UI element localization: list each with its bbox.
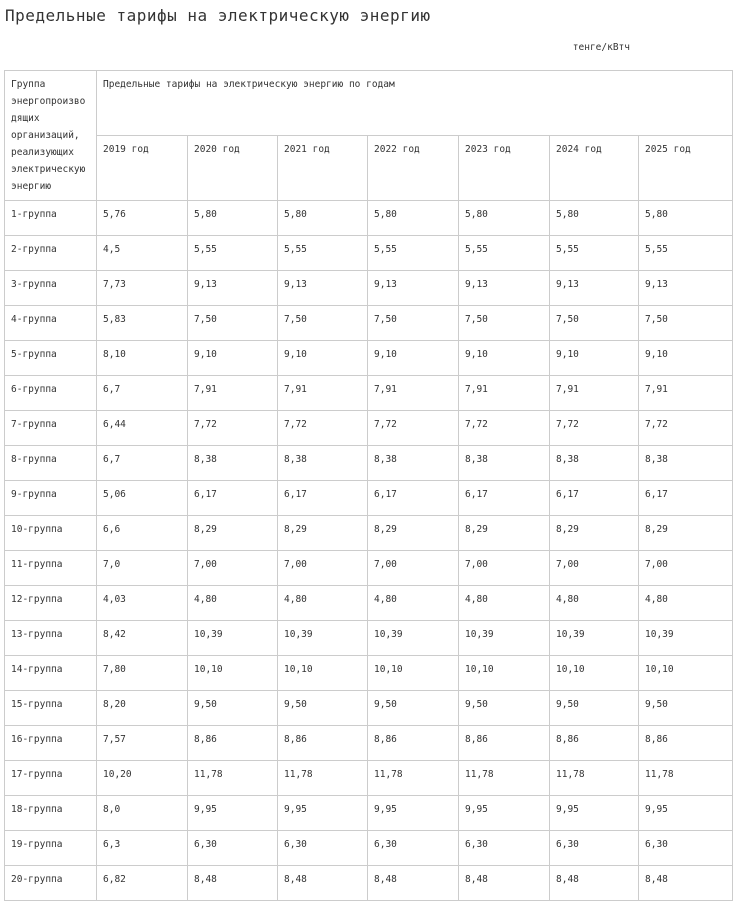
table-row xyxy=(5,236,733,271)
table-row xyxy=(5,831,733,866)
tariff-value-cell: 6,17 xyxy=(188,481,278,516)
tariff-value-cell: 4,5 xyxy=(97,236,188,271)
tariff-value-cell: 10,39 xyxy=(188,621,278,656)
tariff-value-cell: 7,00 xyxy=(639,551,733,586)
tariff-value-cell: 8,48 xyxy=(188,866,278,901)
group-cell: 5-группа xyxy=(5,341,97,376)
table-row xyxy=(5,551,733,586)
tariff-value-cell: 9,50 xyxy=(188,691,278,726)
tariff-value-cell: 10,20 xyxy=(97,761,188,796)
tariff-value-cell: 10,39 xyxy=(550,621,639,656)
tariff-value-cell: 8,38 xyxy=(459,446,550,481)
group-cell: 12-группа xyxy=(5,586,97,621)
tariff-value-cell: 8,86 xyxy=(550,726,639,761)
table-row xyxy=(5,621,733,656)
tariff-value-cell: 8,38 xyxy=(278,446,368,481)
tariff-value-cell: 9,95 xyxy=(639,796,733,831)
tariff-value-cell: 7,72 xyxy=(368,411,459,446)
tariff-value-cell: 8,38 xyxy=(639,446,733,481)
tariff-value-cell: 5,55 xyxy=(188,236,278,271)
tariff-value-cell: 7,91 xyxy=(550,376,639,411)
tariff-value-cell: 7,00 xyxy=(278,551,368,586)
tariff-value-cell: 9,95 xyxy=(459,796,550,831)
table-row xyxy=(5,796,733,831)
tariff-value-cell: 7,72 xyxy=(459,411,550,446)
tariff-value-cell: 5,83 xyxy=(97,306,188,341)
table-row xyxy=(5,656,733,691)
tariff-value-cell: 6,3 xyxy=(97,831,188,866)
tariff-value-cell: 10,39 xyxy=(459,621,550,656)
tariff-value-cell: 8,29 xyxy=(459,516,550,551)
page-title: Предельные тарифы на электрическую энергию xyxy=(5,6,431,25)
table-row xyxy=(5,726,733,761)
tariff-value-cell: 7,50 xyxy=(368,306,459,341)
tariff-value-cell: 7,50 xyxy=(550,306,639,341)
tariff-value-cell: 9,50 xyxy=(639,691,733,726)
table-row xyxy=(5,866,733,901)
year-header-cell: 2019 год xyxy=(97,136,188,201)
tariff-value-cell: 9,50 xyxy=(278,691,368,726)
group-cell: 11-группа xyxy=(5,551,97,586)
tariff-value-cell: 8,48 xyxy=(459,866,550,901)
tariff-value-cell: 6,30 xyxy=(188,831,278,866)
tariff-value-cell: 6,30 xyxy=(459,831,550,866)
tariff-value-cell: 6,17 xyxy=(550,481,639,516)
tariff-value-cell: 8,48 xyxy=(368,866,459,901)
group-cell: 7-группа xyxy=(5,411,97,446)
group-cell: 9-группа xyxy=(5,481,97,516)
tariff-value-cell: 11,78 xyxy=(459,761,550,796)
tariff-value-cell: 8,29 xyxy=(550,516,639,551)
tariff-value-cell: 4,80 xyxy=(639,586,733,621)
tariff-value-cell: 7,72 xyxy=(278,411,368,446)
units-label: тенге/кВтч xyxy=(572,42,630,53)
table-row xyxy=(5,341,733,376)
tariff-value-cell: 8,86 xyxy=(188,726,278,761)
tariff-value-cell: 8,86 xyxy=(639,726,733,761)
table-row xyxy=(5,271,733,306)
tariff-value-cell: 11,78 xyxy=(188,761,278,796)
group-cell: 18-группа xyxy=(5,796,97,831)
tariff-value-cell: 4,80 xyxy=(368,586,459,621)
tariff-value-cell: 9,13 xyxy=(188,271,278,306)
tariff-value-cell: 5,80 xyxy=(188,201,278,236)
tariff-value-cell: 9,95 xyxy=(550,796,639,831)
group-column-header: Группа энергопроизводящих организаций, реализующих электрическую энергию xyxy=(5,71,97,201)
year-header-cell: 2021 год xyxy=(278,136,368,201)
group-cell: 13-группа xyxy=(5,621,97,656)
group-cell: 14-группа xyxy=(5,656,97,691)
year-header-cell: 2024 год xyxy=(550,136,639,201)
tariff-value-cell: 11,78 xyxy=(278,761,368,796)
tariff-value-cell: 7,80 xyxy=(97,656,188,691)
tariff-value-cell: 10,10 xyxy=(550,656,639,691)
tariff-value-cell: 7,00 xyxy=(550,551,639,586)
tariff-value-cell: 9,50 xyxy=(459,691,550,726)
table-row xyxy=(5,411,733,446)
tariff-value-cell: 9,10 xyxy=(188,341,278,376)
tariff-value-cell: 5,55 xyxy=(550,236,639,271)
tariff-value-cell: 6,44 xyxy=(97,411,188,446)
tariff-value-cell: 5,80 xyxy=(368,201,459,236)
table-row xyxy=(5,481,733,516)
tariff-value-cell: 9,10 xyxy=(278,341,368,376)
tariff-value-cell: 5,55 xyxy=(368,236,459,271)
tariff-value-cell: 5,55 xyxy=(639,236,733,271)
tariff-value-cell: 9,13 xyxy=(278,271,368,306)
tariff-value-cell: 6,30 xyxy=(368,831,459,866)
tariff-value-cell: 5,55 xyxy=(459,236,550,271)
tariff-value-cell: 8,29 xyxy=(639,516,733,551)
table-row xyxy=(5,761,733,796)
table-header xyxy=(5,71,733,201)
tariff-value-cell: 7,50 xyxy=(639,306,733,341)
tariffs-table xyxy=(4,70,733,901)
tariff-value-cell: 9,13 xyxy=(550,271,639,306)
group-cell: 2-группа xyxy=(5,236,97,271)
tariff-value-cell: 7,50 xyxy=(459,306,550,341)
tariff-value-cell: 9,10 xyxy=(368,341,459,376)
group-cell: 8-группа xyxy=(5,446,97,481)
tariff-value-cell: 8,38 xyxy=(550,446,639,481)
tariff-value-cell: 10,10 xyxy=(368,656,459,691)
tariff-value-cell: 6,17 xyxy=(368,481,459,516)
tariff-value-cell: 11,78 xyxy=(550,761,639,796)
tariff-value-cell: 6,30 xyxy=(550,831,639,866)
tariff-value-cell: 7,72 xyxy=(188,411,278,446)
tariff-value-cell: 7,0 xyxy=(97,551,188,586)
tariff-value-cell: 7,73 xyxy=(97,271,188,306)
tariff-value-cell: 10,39 xyxy=(278,621,368,656)
header-row-top xyxy=(5,71,733,136)
group-cell: 17-группа xyxy=(5,761,97,796)
header-row-years xyxy=(5,136,733,201)
tariff-value-cell: 7,91 xyxy=(639,376,733,411)
tariff-value-cell: 6,17 xyxy=(639,481,733,516)
tariff-value-cell: 7,00 xyxy=(188,551,278,586)
tariff-value-cell: 10,10 xyxy=(278,656,368,691)
tariff-value-cell: 8,29 xyxy=(278,516,368,551)
group-cell: 20-группа xyxy=(5,866,97,901)
tariff-value-cell: 7,91 xyxy=(278,376,368,411)
tariff-value-cell: 7,50 xyxy=(188,306,278,341)
tariff-value-cell: 11,78 xyxy=(639,761,733,796)
tariff-value-cell: 7,72 xyxy=(639,411,733,446)
tariff-value-cell: 9,50 xyxy=(550,691,639,726)
tariff-value-cell: 7,72 xyxy=(550,411,639,446)
group-cell: 10-группа xyxy=(5,516,97,551)
tariff-value-cell: 6,7 xyxy=(97,376,188,411)
tariff-value-cell: 9,13 xyxy=(459,271,550,306)
group-cell: 4-группа xyxy=(5,306,97,341)
table-row xyxy=(5,691,733,726)
tariff-value-cell: 9,10 xyxy=(550,341,639,376)
tariff-value-cell: 7,57 xyxy=(97,726,188,761)
tariff-value-cell: 8,42 xyxy=(97,621,188,656)
tariff-value-cell: 10,10 xyxy=(639,656,733,691)
tariff-value-cell: 5,80 xyxy=(278,201,368,236)
group-cell: 15-группа xyxy=(5,691,97,726)
tariff-value-cell: 5,80 xyxy=(639,201,733,236)
tariff-value-cell: 6,6 xyxy=(97,516,188,551)
tariff-value-cell: 5,76 xyxy=(97,201,188,236)
tariff-value-cell: 8,48 xyxy=(639,866,733,901)
tariff-value-cell: 4,80 xyxy=(278,586,368,621)
table-row xyxy=(5,306,733,341)
tariff-value-cell: 8,38 xyxy=(368,446,459,481)
tariff-value-cell: 7,00 xyxy=(459,551,550,586)
table-body xyxy=(5,201,733,901)
tariff-value-cell: 4,80 xyxy=(550,586,639,621)
tariff-value-cell: 8,10 xyxy=(97,341,188,376)
tariff-value-cell: 7,91 xyxy=(368,376,459,411)
tariff-value-cell: 4,80 xyxy=(188,586,278,621)
tariff-value-cell: 11,78 xyxy=(368,761,459,796)
tariff-value-cell: 10,10 xyxy=(459,656,550,691)
tariff-value-cell: 6,30 xyxy=(639,831,733,866)
tariff-value-cell: 7,91 xyxy=(188,376,278,411)
tariff-value-cell: 5,80 xyxy=(550,201,639,236)
year-header-cell: 2025 год xyxy=(639,136,733,201)
group-cell: 1-группа xyxy=(5,201,97,236)
tariff-value-cell: 8,29 xyxy=(188,516,278,551)
tariff-value-cell: 9,95 xyxy=(188,796,278,831)
tariff-value-cell: 8,86 xyxy=(278,726,368,761)
tariff-value-cell: 8,38 xyxy=(188,446,278,481)
tariff-value-cell: 7,00 xyxy=(368,551,459,586)
table-row xyxy=(5,446,733,481)
tariff-value-cell: 9,13 xyxy=(368,271,459,306)
tariff-value-cell: 7,91 xyxy=(459,376,550,411)
tariff-value-cell: 10,39 xyxy=(368,621,459,656)
group-cell: 19-группа xyxy=(5,831,97,866)
tariff-value-cell: 10,10 xyxy=(188,656,278,691)
table-row xyxy=(5,586,733,621)
tariff-value-cell: 5,06 xyxy=(97,481,188,516)
span-header: Предельные тарифы на электрическую энергию по годам xyxy=(97,71,733,136)
tariff-value-cell: 5,55 xyxy=(278,236,368,271)
table-row xyxy=(5,201,733,236)
year-header-cell: 2022 год xyxy=(368,136,459,201)
group-cell: 6-группа xyxy=(5,376,97,411)
tariff-value-cell: 6,7 xyxy=(97,446,188,481)
group-cell: 3-группа xyxy=(5,271,97,306)
tariff-value-cell: 7,50 xyxy=(278,306,368,341)
tariff-value-cell: 9,13 xyxy=(639,271,733,306)
tariff-value-cell: 10,39 xyxy=(639,621,733,656)
tariff-value-cell: 8,48 xyxy=(278,866,368,901)
tariff-value-cell: 6,82 xyxy=(97,866,188,901)
tariff-value-cell: 9,95 xyxy=(368,796,459,831)
tariff-value-cell: 9,50 xyxy=(368,691,459,726)
tariff-value-cell: 6,30 xyxy=(278,831,368,866)
tariff-value-cell: 9,10 xyxy=(459,341,550,376)
tariff-value-cell: 4,80 xyxy=(459,586,550,621)
group-cell: 16-группа xyxy=(5,726,97,761)
tariff-value-cell: 8,0 xyxy=(97,796,188,831)
tariff-value-cell: 8,86 xyxy=(368,726,459,761)
tariff-value-cell: 8,20 xyxy=(97,691,188,726)
tariff-value-cell: 9,10 xyxy=(639,341,733,376)
tariff-value-cell: 6,17 xyxy=(459,481,550,516)
tariff-value-cell: 8,29 xyxy=(368,516,459,551)
tariff-value-cell: 5,80 xyxy=(459,201,550,236)
table-row xyxy=(5,376,733,411)
tariff-value-cell: 8,48 xyxy=(550,866,639,901)
tariff-value-cell: 8,86 xyxy=(459,726,550,761)
tariff-value-cell: 6,17 xyxy=(278,481,368,516)
tariff-value-cell: 9,95 xyxy=(278,796,368,831)
year-header-cell: 2020 год xyxy=(188,136,278,201)
year-header-cell: 2023 год xyxy=(459,136,550,201)
table-row xyxy=(5,516,733,551)
tariff-value-cell: 4,03 xyxy=(97,586,188,621)
